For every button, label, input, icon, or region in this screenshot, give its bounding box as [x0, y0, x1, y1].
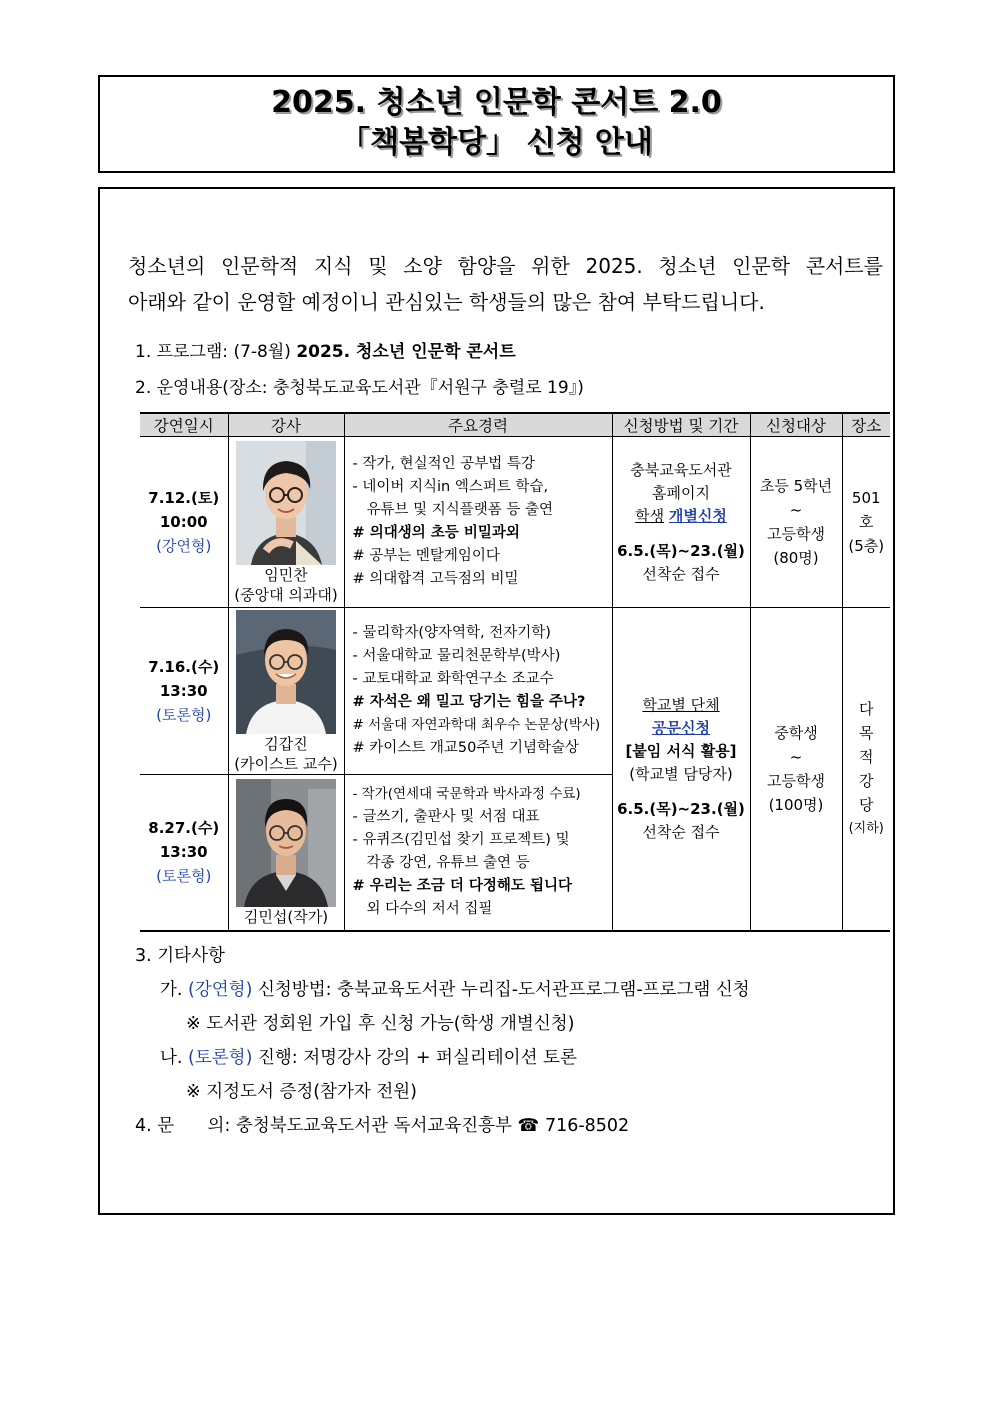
apply1-individual	[613, 505, 750, 528]
row1-date-cell	[140, 437, 228, 608]
career-line: # 의대생의 초등 비밀과외	[352, 525, 520, 541]
header-lecturer: 강사	[228, 413, 344, 437]
apply1-student: 학생	[635, 506, 665, 525]
apply1-line: 충북교육도서관	[630, 460, 732, 479]
place2-line: 당	[859, 795, 874, 814]
target1-line: ~	[789, 501, 803, 519]
row3-date-cell	[140, 775, 228, 931]
row2-date: 7.16.(수)	[148, 658, 220, 676]
lecturer-photo-2	[236, 610, 336, 734]
row3-time: 13:30	[159, 843, 208, 862]
career-line: # 우리는 조금 더 다정해도 됩니다	[352, 878, 572, 895]
row3-date: 8.27.(수)	[148, 819, 220, 838]
place2-line: 적	[859, 747, 874, 766]
program-value: 2025. 청소년 인문학 콘서트	[296, 342, 516, 362]
career-line: - 글쓰기, 출판사 및 서점 대표	[352, 809, 540, 826]
apply-cell-2	[612, 608, 750, 931]
table-row	[140, 608, 890, 775]
place-cell-1	[842, 437, 890, 608]
career-line: # 자석은 왜 밀고 당기는 힘을 주나?	[352, 694, 586, 710]
inquiry-department: 충청북도교육도서관 독서교육진흥부	[235, 1116, 512, 1136]
row3-lecturer-name: 김민섭(작가)	[243, 908, 329, 927]
etc-ga-type: (강연형)	[188, 980, 253, 1000]
row3-lecturer-cell	[228, 775, 344, 931]
row2-date-cell	[140, 608, 228, 775]
inquiry-label: 4. 문 의:	[135, 1116, 231, 1136]
page-title: 2025. 청소년 인문학 콘서트 2.0	[271, 85, 722, 120]
target2-line: 중학생	[774, 723, 818, 742]
header-place: 장소	[842, 413, 890, 437]
career-line: 유튜브 및 지식플랫폼 등 출연	[366, 502, 554, 518]
career-line: - 작가(연세대 국문학과 박사과정 수료)	[352, 786, 581, 803]
target-cell-1	[750, 437, 842, 608]
etc-ga-prefix: 가.	[160, 980, 183, 1000]
row2-time: 13:30	[159, 682, 208, 700]
apply1-period: 6.5.(목)~23.(월)	[617, 541, 745, 560]
page-subtitle: 「책봄학당」 신청 안내	[340, 125, 653, 160]
intro-line-2: 아래와 같이 운영할 예정이니 관심있는 학생들의 많은 참여 부탁드립니다.	[128, 290, 765, 314]
program-item	[135, 340, 516, 364]
table-header-row	[140, 413, 890, 437]
row1-lecturer-cell	[228, 437, 344, 608]
career-line: - 네이버 지식in 엑스퍼트 학습,	[352, 479, 549, 495]
lecturer-photo-3	[236, 779, 336, 907]
content-item: 2. 운영내용(장소: 충청북도교육도서관『서원구 충렬로 19』)	[135, 378, 584, 398]
intro-paragraph	[128, 248, 883, 320]
schedule-table	[140, 412, 890, 932]
career-line: - 물리학자(양자역학, 전자기학)	[352, 625, 551, 641]
phone-icon: ☎	[517, 1116, 540, 1136]
career-line: - 교토대학교 화학연구소 조교수	[352, 671, 554, 687]
row1-type: (강연형)	[156, 537, 212, 555]
header-apply: 신청방법 및 기간	[612, 413, 750, 437]
row1-lecturer-name: 임민찬	[264, 566, 308, 584]
place1-line: 501	[851, 489, 881, 507]
etc-na-text: 진행: 저명강사 강의 + 퍼실리테이션 토론	[258, 1048, 577, 1068]
target2-line: ~	[789, 747, 803, 766]
header-career: 주요경력	[344, 413, 612, 437]
apply2-official-letter: 공문신청	[652, 718, 710, 737]
apply1-line: 홈페이지	[652, 483, 710, 502]
row2-career-cell	[344, 608, 612, 775]
row3-type: (토론형)	[156, 867, 212, 886]
place-cell-2	[842, 608, 890, 931]
etc-heading: 3. 기타사항	[135, 946, 225, 966]
etc-na-type: (토론형)	[188, 1048, 253, 1068]
career-line: - 유퀴즈(김민섭 찾기 프로젝트) 및	[352, 832, 570, 849]
apply1-individual-label: 개별신청	[668, 506, 727, 525]
career-line: 각종 강연, 유튜브 출연 등	[366, 855, 530, 872]
program-label: 1. 프로그램: (7-8월)	[135, 342, 291, 362]
career-line: - 작가, 현실적인 공부법 특강	[352, 456, 535, 472]
row1-time: 10:00	[159, 513, 208, 531]
career-line: # 서울대 자연과학대 최우수 논문상(박사)	[352, 717, 601, 733]
apply-cell-1	[612, 437, 750, 608]
target1-line: 고등학생	[767, 525, 825, 543]
target2-line: (100명)	[768, 795, 824, 814]
target1-line: (80명)	[773, 549, 819, 567]
inquiry-line	[135, 1114, 629, 1138]
etc-ga-text: 신청방법: 충북교육도서관 누리집-도서관프로그램-프로그램 신청	[258, 980, 750, 1000]
row2-lecturer-affil: (카이스트 교수)	[234, 755, 338, 773]
row1-career-cell	[344, 437, 612, 608]
row2-lecturer-name: 김갑진	[264, 735, 308, 753]
apply2-first-come: 선착순 접수	[642, 822, 720, 841]
etc-ga-note: ※ 도서관 정회원 가입 후 신청 가능(학생 개별신청)	[186, 1014, 575, 1034]
place1-line: (5층)	[848, 537, 885, 555]
etc-na-note: ※ 지정도서 증정(참가자 전원)	[186, 1082, 417, 1102]
row1-lecturer-affil: (중앙대 의과대)	[234, 586, 338, 604]
header-date: 강연일시	[140, 413, 228, 437]
target2-line: 고등학생	[767, 771, 825, 790]
table-row	[140, 437, 890, 608]
career-line: # 카이스트 개교50주년 기념학술상	[352, 740, 580, 756]
apply2-group: 학교별 단체	[642, 695, 720, 714]
title-box	[98, 75, 895, 173]
header-target: 신청대상	[750, 413, 842, 437]
career-line: - 서울대학교 물리천문학부(박사)	[352, 648, 561, 664]
etc-item-na	[160, 1046, 577, 1070]
place2-line: 다	[859, 699, 874, 718]
place2-line: 강	[859, 771, 874, 790]
lecturer-photo-1	[236, 441, 336, 565]
intro-line-1: 청소년의 인문학적 지식 및 소양 함양을 위한 2025. 청소년 인문학 콘서트를	[128, 254, 883, 278]
row1-date: 7.12.(토)	[148, 489, 220, 507]
etc-na-prefix: 나.	[160, 1048, 183, 1068]
career-line: # 의대합격 고득점의 비밀	[352, 571, 519, 587]
row2-lecturer-cell	[228, 608, 344, 775]
place2-line: (지하)	[848, 820, 884, 836]
target-cell-2	[750, 608, 842, 931]
apply2-contact: (학교별 담당자)	[629, 764, 733, 783]
row3-career-cell	[344, 775, 612, 931]
target1-line: 초등 5학년	[759, 477, 833, 495]
career-line: 외 다수의 저서 집필	[366, 901, 493, 918]
apply2-period: 6.5.(목)~23.(월)	[617, 799, 745, 818]
inquiry-phone: 716-8502	[544, 1116, 630, 1136]
row2-type: (토론형)	[156, 706, 212, 724]
etc-item-ga	[160, 978, 750, 1002]
career-line: # 공부는 멘탈게임이다	[352, 548, 500, 564]
place2-line: 목	[859, 723, 874, 742]
apply2-form: [붙임 서식 활용]	[625, 741, 737, 760]
place1-line: 호	[859, 513, 874, 531]
apply1-first-come: 선착순 접수	[642, 564, 720, 583]
